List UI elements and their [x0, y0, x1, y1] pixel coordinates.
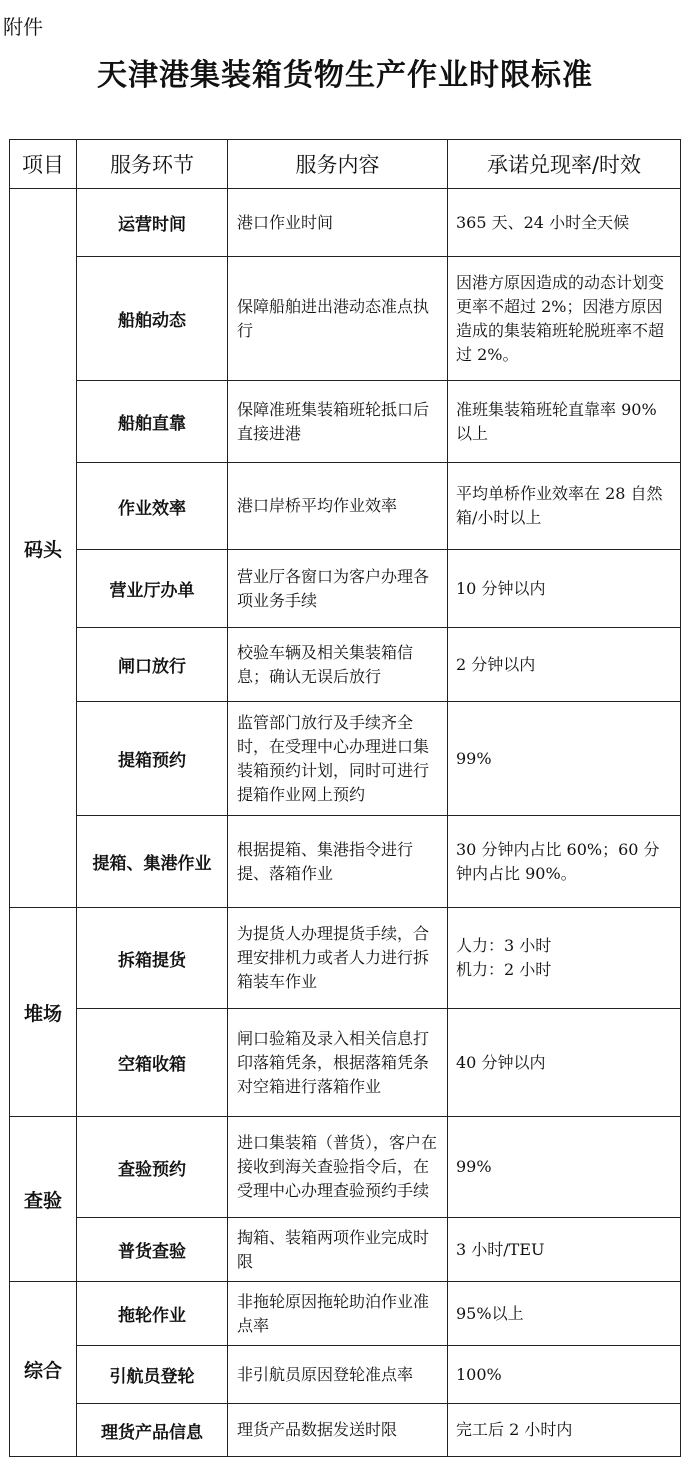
service-content-cell: 非引航员原因登轮准点率 [228, 1346, 448, 1404]
column-header-service-step: 服务环节 [77, 140, 228, 189]
table-row [10, 1346, 681, 1404]
service-step-cell: 运营时间 [77, 189, 228, 257]
service-step-cell: 船舶直靠 [77, 381, 228, 463]
service-step-cell: 引航员登轮 [77, 1346, 228, 1404]
table-row [10, 908, 681, 1009]
service-step-cell: 船舶动态 [77, 257, 228, 381]
service-content-cell: 港口作业时间 [228, 189, 448, 257]
table-row [10, 189, 681, 257]
service-content-cell: 保障准班集装箱班轮抵口后直接进港 [228, 381, 448, 463]
table-row [10, 1404, 681, 1457]
commitment-cell: 平均单桥作业效率在 28 自然箱/小时以上 [448, 463, 681, 550]
category-cell: 堆场 [10, 908, 77, 1117]
service-content-cell: 港口岸桥平均作业效率 [228, 463, 448, 550]
attachment-label: 附件 [3, 15, 43, 39]
service-step-cell: 普货查验 [77, 1218, 228, 1282]
service-content-cell: 掏箱、装箱两项作业完成时限 [228, 1218, 448, 1282]
service-content-cell: 为提货人办理提货手续，合理安排机力或者人力进行拆箱装车作业 [228, 908, 448, 1009]
commitment-cell: 10 分钟以内 [448, 550, 681, 628]
service-step-cell: 查验预约 [77, 1117, 228, 1218]
column-header-commitment: 承诺兑现率/时效 [448, 140, 681, 189]
commitment-cell: 99% [448, 702, 681, 816]
service-step-cell: 提箱预约 [77, 702, 228, 816]
service-content-cell: 保障船舶进出港动态准点执行 [228, 257, 448, 381]
service-step-cell: 拆箱提货 [77, 908, 228, 1009]
service-content-cell: 根据提箱、集港指令进行提、落箱作业 [228, 816, 448, 908]
commitment-cell: 95%以上 [448, 1282, 681, 1346]
commitment-cell: 人力：3 小时 机力：2 小时 [448, 908, 681, 1009]
commitment-cell: 365 天、24 小时全天候 [448, 189, 681, 257]
category-cell: 查验 [10, 1117, 77, 1282]
commitment-cell: 99% [448, 1117, 681, 1218]
service-step-cell: 提箱、集港作业 [77, 816, 228, 908]
commitment-cell: 因港方原因造成的动态计划变更率不超过 2%；因港方原因造成的集装箱班轮脱班率不超过 2%。 [448, 257, 681, 381]
service-step-cell: 理货产品信息 [77, 1404, 228, 1457]
page-title: 天津港集装箱货物生产作业时限标准 [97, 58, 593, 93]
service-step-cell: 闸口放行 [77, 628, 228, 702]
table-row [10, 702, 681, 816]
commitment-cell: 30 分钟内占比 60%；60 分钟内占比 90%。 [448, 816, 681, 908]
service-step-cell: 作业效率 [77, 463, 228, 550]
table-row [10, 1009, 681, 1117]
column-header-service-content: 服务内容 [228, 140, 448, 189]
table-row [10, 463, 681, 550]
column-header-category: 项目 [10, 140, 77, 189]
table-header-row [10, 140, 681, 189]
service-step-cell: 空箱收箱 [77, 1009, 228, 1117]
commitment-cell: 100% [448, 1346, 681, 1404]
table-row [10, 1282, 681, 1346]
service-content-cell: 监管部门放行及手续齐全时，在受理中心办理进口集装箱预约计划，同时可进行提箱作业网上预约 [228, 702, 448, 816]
category-cell: 综合 [10, 1282, 77, 1457]
table-row [10, 1117, 681, 1218]
commitment-cell: 准班集装箱班轮直靠率 90%以上 [448, 381, 681, 463]
commitment-cell: 40 分钟以内 [448, 1009, 681, 1117]
table-row [10, 550, 681, 628]
service-step-cell: 拖轮作业 [77, 1282, 228, 1346]
service-step-cell: 营业厅办单 [77, 550, 228, 628]
service-content-cell: 理货产品数据发送时限 [228, 1404, 448, 1457]
service-content-cell: 校验车辆及相关集装箱信息；确认无误后放行 [228, 628, 448, 702]
table-row [10, 1218, 681, 1282]
table-row [10, 381, 681, 463]
service-content-cell: 进口集装箱（普货），客户在接收到海关查验指令后，在受理中心办理查验预约手续 [228, 1117, 448, 1218]
standards-table [9, 139, 681, 1457]
table-row [10, 816, 681, 908]
table-body [10, 189, 681, 1457]
commitment-cell: 2 分钟以内 [448, 628, 681, 702]
service-content-cell: 非拖轮原因拖轮助泊作业准点率 [228, 1282, 448, 1346]
table-row [10, 628, 681, 702]
service-content-cell: 营业厅各窗口为客户办理各项业务手续 [228, 550, 448, 628]
commitment-cell: 3 小时/TEU [448, 1218, 681, 1282]
commitment-cell: 完工后 2 小时内 [448, 1404, 681, 1457]
category-cell: 码头 [10, 189, 77, 908]
table-row [10, 257, 681, 381]
service-content-cell: 闸口验箱及录入相关信息打印落箱凭条，根据落箱凭条对空箱进行落箱作业 [228, 1009, 448, 1117]
